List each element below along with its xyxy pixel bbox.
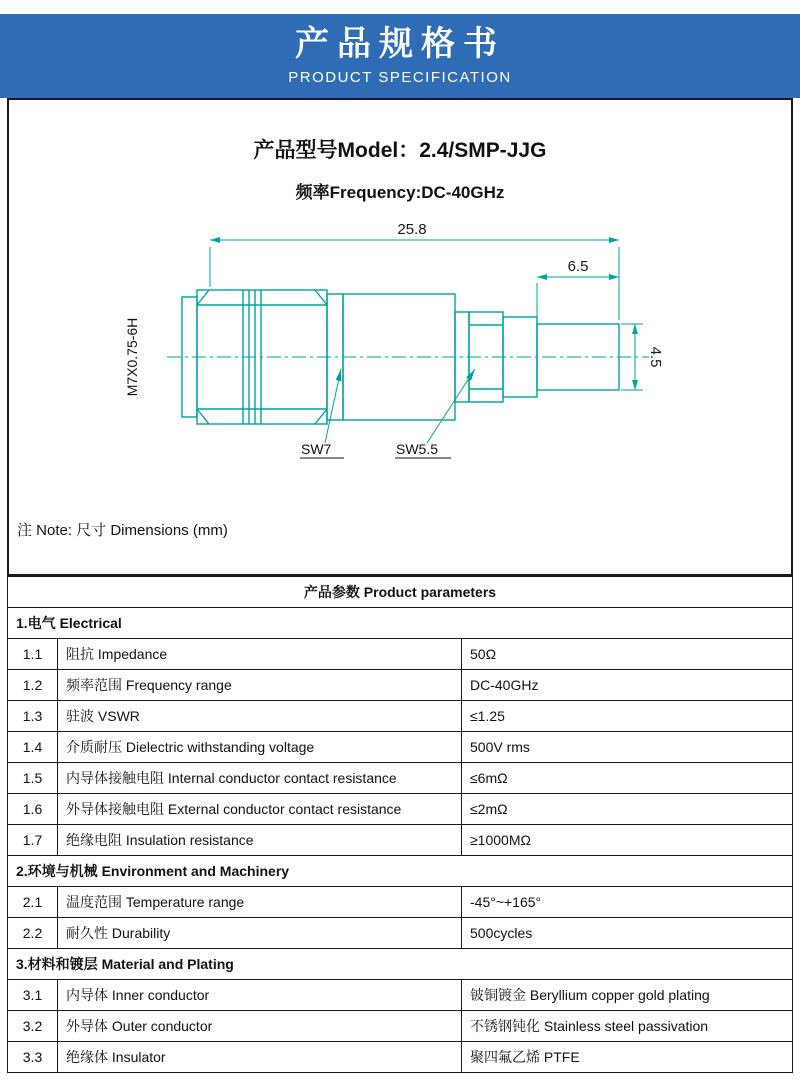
section-header-electrical: 1.电气 Electrical <box>8 608 793 639</box>
section-row <box>8 949 793 980</box>
table-row <box>8 1042 793 1073</box>
param-name: 外导体 Outer conductor <box>58 1011 462 1042</box>
table-row <box>8 763 793 794</box>
param-value: 50Ω <box>462 639 793 670</box>
table-row <box>8 732 793 763</box>
table-row <box>8 670 793 701</box>
param-no: 1.3 <box>8 701 58 732</box>
param-name: 内导体 Inner conductor <box>58 980 462 1011</box>
param-value: ≤6mΩ <box>462 763 793 794</box>
param-no: 3.1 <box>8 980 58 1011</box>
table-row <box>8 887 793 918</box>
section-row <box>8 856 793 887</box>
table-row <box>8 701 793 732</box>
param-value: ≤1.25 <box>462 701 793 732</box>
dim-overall-label: 25.8 <box>397 221 427 238</box>
param-name: 驻波 VSWR <box>58 701 462 732</box>
param-no: 1.4 <box>8 732 58 763</box>
parameters-title: 产品参数 Product parameters <box>8 577 793 608</box>
param-no: 1.7 <box>8 825 58 856</box>
product-model: 产品型号Model：2.4/SMP-JJG <box>253 139 547 162</box>
section-row <box>8 608 793 639</box>
table-row <box>8 794 793 825</box>
thread-spec-label: M7X0.75-6H <box>124 317 140 397</box>
param-no: 1.2 <box>8 670 58 701</box>
wrench-sw7-label: SW7 <box>301 441 332 457</box>
table-row <box>8 980 793 1011</box>
param-no: 2.1 <box>8 887 58 918</box>
param-name: 外导体接触电阻 External conductor contact resistance <box>58 794 462 825</box>
table-row <box>8 639 793 670</box>
param-name: 绝缘体 Insulator <box>58 1042 462 1073</box>
param-no: 1.1 <box>8 639 58 670</box>
page-title: 产品规格书 <box>295 24 505 63</box>
param-no: 1.6 <box>8 794 58 825</box>
param-no: 3.3 <box>8 1042 58 1073</box>
dim-shaft-diameter-label: 4.5 <box>647 346 664 368</box>
param-name: 内导体接触电阻 Internal conductor contact resistance <box>58 763 462 794</box>
param-value: ≥1000MΩ <box>462 825 793 856</box>
param-name: 温度范围 Temperature range <box>58 887 462 918</box>
param-no: 2.2 <box>8 918 58 949</box>
header-banner <box>0 14 800 98</box>
param-name: 耐久性 Durability <box>58 918 462 949</box>
param-value: 聚四氟乙烯 PTFE <box>462 1042 793 1073</box>
param-name: 绝缘电阻 Insulation resistance <box>58 825 462 856</box>
product-frequency: 频率Frequency:DC-40GHz <box>295 183 505 202</box>
parameters-table <box>7 576 793 1073</box>
param-value: DC-40GHz <box>462 670 793 701</box>
table-row <box>8 825 793 856</box>
param-value: 不锈钢钝化 Stainless steel passivation <box>462 1011 793 1042</box>
dimensions-note: 注 Note: 尺寸 Dimensions (mm) <box>17 522 228 539</box>
section-header-material: 3.材料和镀层 Material and Plating <box>8 949 793 980</box>
param-value: 铍铜镀金 Beryllium copper gold plating <box>462 980 793 1011</box>
section-header-environment: 2.环境与机械 Environment and Machinery <box>8 856 793 887</box>
param-value: 500V rms <box>462 732 793 763</box>
table-title-row <box>8 577 793 608</box>
param-name: 阻抗 Impedance <box>58 639 462 670</box>
param-no: 1.5 <box>8 763 58 794</box>
table-row <box>8 918 793 949</box>
table-row <box>8 1011 793 1042</box>
wrench-sw55-label: SW5.5 <box>396 441 439 457</box>
dim-shaft-length-label: 6.5 <box>567 258 589 275</box>
param-name: 介质耐压 Dielectric withstanding voltage <box>58 732 462 763</box>
param-value: -45°~+165° <box>462 887 793 918</box>
page-subtitle: PRODUCT SPECIFICATION <box>288 69 512 87</box>
param-value: 500cycles <box>462 918 793 949</box>
param-value: ≤2mΩ <box>462 794 793 825</box>
product-drawing-box <box>7 98 793 576</box>
param-no: 3.2 <box>8 1011 58 1042</box>
technical-drawing <box>97 217 707 485</box>
param-name: 频率范围 Frequency range <box>58 670 462 701</box>
